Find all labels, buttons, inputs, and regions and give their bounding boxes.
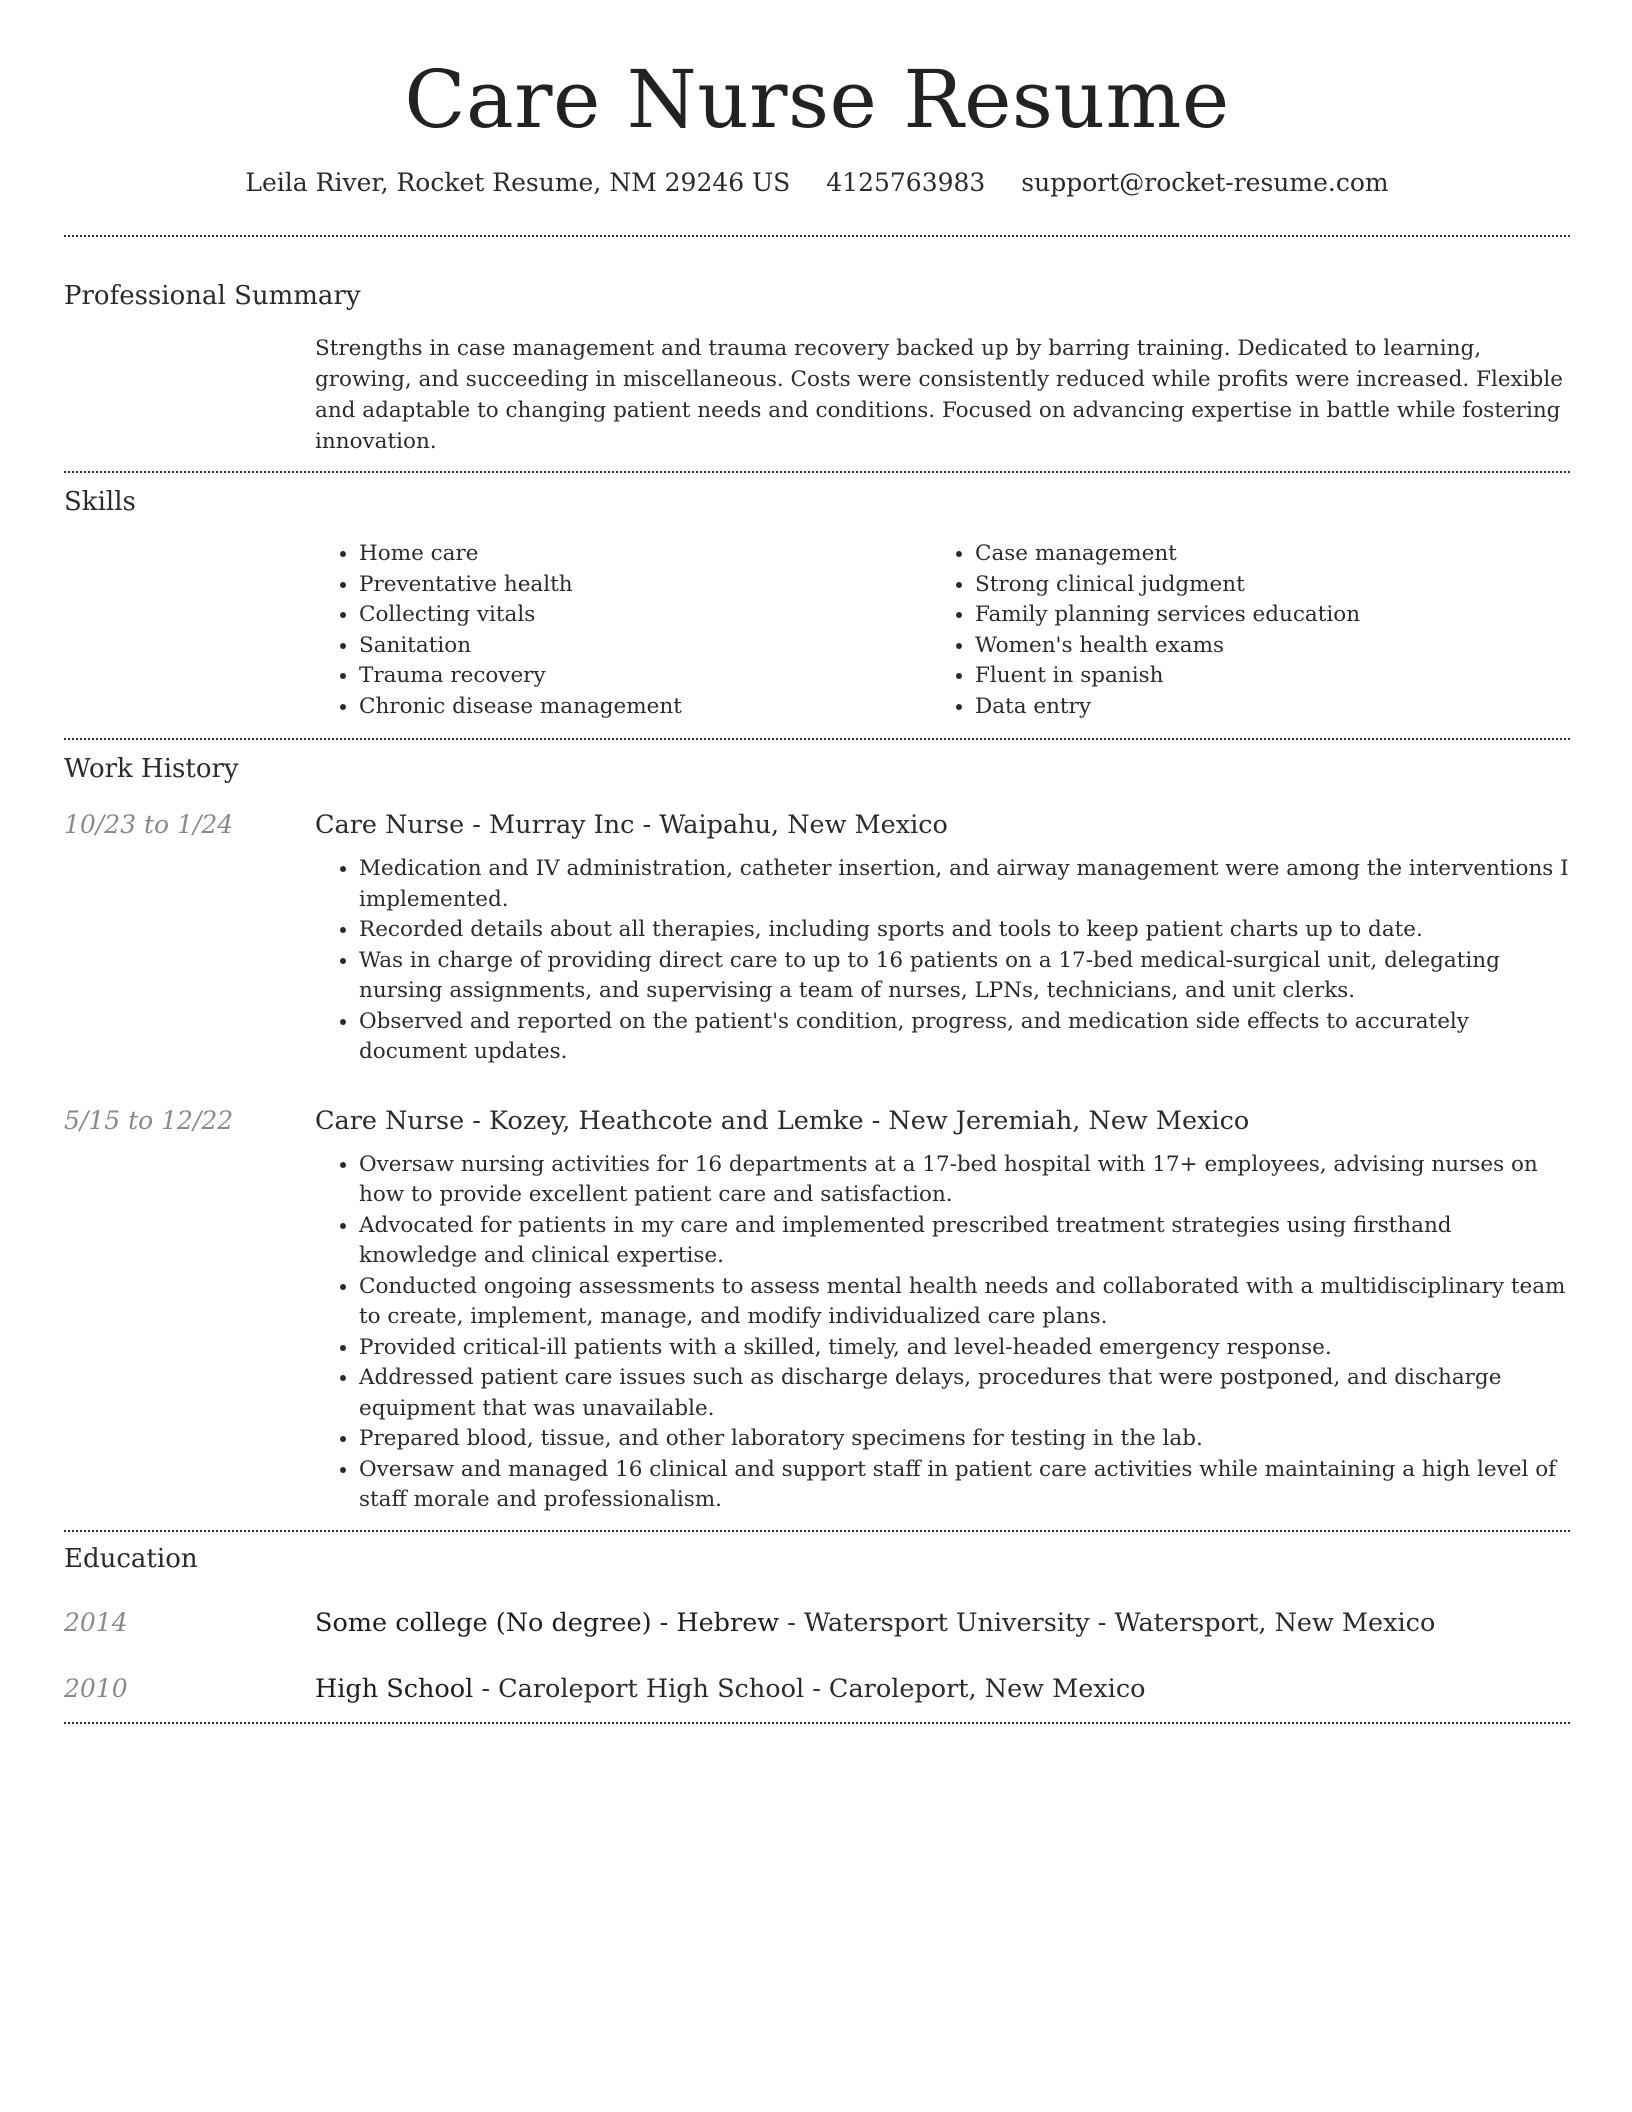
job-title: Care Nurse - Kozey, Heathcote and Lemke - New Jeremiah, New Mexico — [315, 1105, 1250, 1136]
job-bullet: • Provided critical-ill patients with a skilled, timely, and level-headed emergency response. — [359, 1333, 1570, 1364]
education-details — [315, 1606, 1435, 1640]
skill-item: • Fluent in spanish — [975, 661, 1547, 692]
job-bullets — [315, 854, 1570, 1068]
skills-list — [315, 539, 1570, 722]
skill-item: • Family planning services education — [975, 600, 1547, 631]
job-bullets — [315, 1150, 1570, 1516]
divider — [64, 471, 1570, 473]
resume-page — [64, 0, 1570, 1724]
job-dates: 10/23 to 1/24 — [64, 810, 234, 839]
job-bullet: • Addressed patient care issues such as discharge delays, procedures that were postponed, and discharge equipment that was unavailable. — [359, 1363, 1570, 1424]
education-year: 2010 — [64, 1673, 128, 1703]
skill-item: • Women's health exams — [975, 631, 1547, 662]
summary-text: Strengths in case management and trauma recovery backed up by barring training. Dedicated to learning, growing, and succeeding in miscellaneous. Costs were consistently reduced while profits were increased. Flexible and adaptable to changing patient needs and conditions. Focused on advancing expertise in battle while fostering innovation. — [315, 336, 1563, 454]
job-entry — [64, 1104, 1570, 1516]
skill-item: • Home care — [359, 539, 931, 570]
summary-heading: Professional Summary — [64, 281, 361, 311]
job-bullet: • Conducted ongoing assessments to assess mental health needs and collaborated with a multidisciplinary team to create, implement, manage, and modify individualized care plans. — [359, 1272, 1570, 1333]
job-bullet: • Oversaw nursing activities for 16 departments at a 17-bed hospital with 17+ employees, advising nurses on how to provide excellent patient care and satisfaction. — [359, 1150, 1570, 1211]
education-degree: High School — [315, 1673, 474, 1704]
job-bullet: • Observed and reported on the patient's condition, progress, and medication side effects to accurately document updates. — [359, 1007, 1570, 1068]
skill-item: • Data entry — [975, 692, 1547, 723]
skills-column-left — [315, 539, 931, 722]
divider — [64, 738, 1570, 740]
skill-item: • Strong clinical judgment — [975, 570, 1547, 601]
job-bullet: • Was in charge of providing direct care to up to 16 patients on a 17-bed medical-surgical unit, delegating nursing assignments, and supervising a team of nurses, LPNs, technicians, and unit clerks. — [359, 946, 1570, 1007]
skill-item: • Chronic disease management — [359, 692, 931, 723]
skill-item: • Case management — [975, 539, 1547, 570]
page-title: Care Nurse Resume — [404, 53, 1230, 146]
education-school: - Watersport University - Watersport, New Mexico — [779, 1607, 1436, 1638]
job-bullet: • Advocated for patients in my care and implemented prescribed treatment strategies using firsthand knowledge and clinical expertise. — [359, 1211, 1570, 1272]
skill-item: • Collecting vitals — [359, 600, 931, 631]
job-entry — [64, 808, 1570, 1068]
job-title: Care Nurse - Murray Inc - Waipahu, New Mexico — [315, 810, 948, 840]
education-entry — [64, 1672, 1570, 1706]
education-details — [315, 1672, 1145, 1706]
skill-item: • Preventative health — [359, 570, 931, 601]
job-details — [315, 1104, 1570, 1516]
job-bullet: • Recorded details about all therapies, including sports and tools to keep patient charts up to date. — [359, 915, 1570, 946]
divider — [64, 235, 1570, 237]
skills-column-right — [931, 539, 1547, 722]
job-bullet: • Oversaw and managed 16 clinical and support staff in patient care activities while maintaining a high level of staff morale and professionalism. — [359, 1455, 1570, 1516]
divider — [64, 1722, 1570, 1724]
contact-email: support@rocket-resume.com — [1021, 168, 1389, 197]
job-bullet: • Prepared blood, tissue, and other laboratory specimens for testing in the lab. — [359, 1424, 1570, 1455]
job-details — [315, 808, 1570, 1068]
education-school: - Caroleport High School - Caroleport, New Mexico — [473, 1673, 1146, 1704]
contact-line — [64, 166, 1570, 200]
job-dates: 5/15 to 12/22 — [64, 1105, 234, 1135]
skill-item: • Sanitation — [359, 631, 931, 662]
education-year: 2014 — [64, 1607, 128, 1637]
education-heading: Education — [64, 1543, 198, 1574]
skill-item: • Trauma recovery — [359, 661, 931, 692]
education-entry — [64, 1606, 1570, 1640]
education-degree: Some college (No degree) - Hebrew — [315, 1607, 780, 1638]
contact-address: Leila River, Rocket Resume, NM 29246 US — [245, 168, 791, 197]
job-bullet: • Medication and IV administration, catheter insertion, and airway management were among the interventions I implemented. — [359, 854, 1570, 915]
divider — [64, 1530, 1570, 1532]
skills-heading: Skills — [64, 487, 136, 517]
contact-phone: 4125763983 — [826, 168, 986, 197]
work-history-heading: Work History — [64, 754, 239, 784]
